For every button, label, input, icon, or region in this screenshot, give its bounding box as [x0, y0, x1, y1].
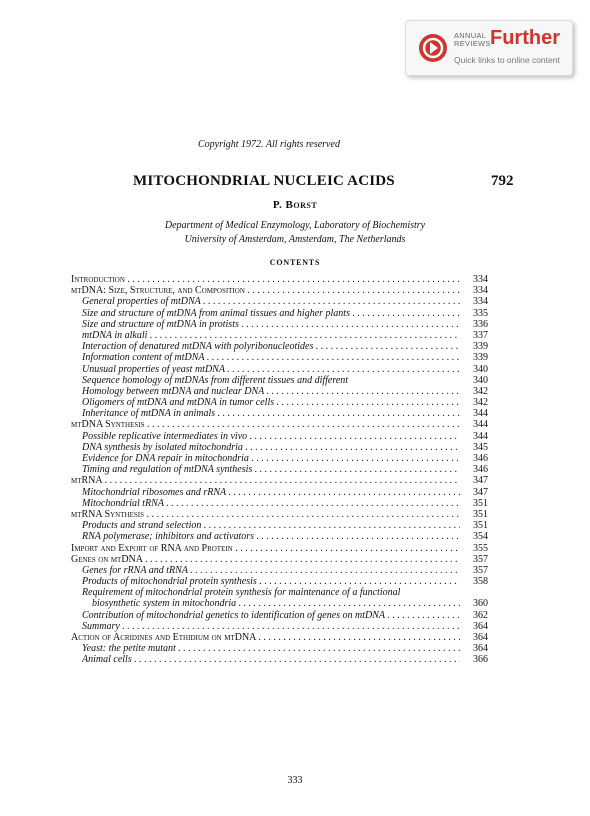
badge-annual-reviews-text — [454, 32, 491, 48]
toc-page-number: 357 — [473, 564, 488, 576]
toc-entry-title: Sequence homology of mtDNAs from different tissues and different — [82, 374, 349, 386]
toc-entry-title: Genes on mtDNA . . . — [71, 554, 460, 565]
toc-page-number: 337 — [473, 329, 488, 341]
toc-page-number: 344 — [473, 408, 488, 420]
toc-row[interactable] — [71, 632, 488, 643]
toc-page-number: 354 — [473, 531, 488, 543]
toc-page-number: 342 — [473, 385, 488, 397]
badge-further: Further — [490, 27, 560, 49]
toc-page-number: 339 — [473, 341, 488, 353]
toc-entry-title: mtRNA Synthesis . . . — [71, 509, 460, 520]
toc-entry-title: Timing and regulation of mtDNA synthesis . . . — [71, 464, 460, 475]
toc-page-number: 358 — [473, 576, 488, 588]
affiliation-line-1: Department of Medical Enzymology, Laboratory of Biochemistry — [164, 220, 426, 231]
toc-page-number: 357 — [473, 553, 488, 565]
toc-row[interactable] — [71, 576, 488, 587]
toc-page-number: 351 — [473, 508, 488, 520]
toc-entry-title: Yeast: the petite mutant . . . — [71, 643, 460, 654]
toc-entry-title: Inheritance of mtDNA in animals . . . — [71, 408, 460, 419]
toc-page-number: 342 — [473, 397, 488, 409]
toc-entry-title: Evidence for DNA repair in mitochondria . . . — [71, 453, 460, 464]
toc-row[interactable] — [71, 386, 488, 397]
affiliation-line-2: University of Amsterdam, Amsterdam, The Netherlands — [184, 233, 406, 245]
toc-entry-title: Mitochondrial tRNA . . . — [71, 498, 460, 509]
toc-page-number: 335 — [473, 307, 488, 319]
toc-entry-title: Introduction . . . — [71, 274, 460, 285]
toc-row[interactable] — [71, 509, 488, 520]
badge-subtitle: Quick links to online content — [454, 55, 560, 65]
toc-entry-title: mtRNA . . . — [71, 475, 460, 486]
toc-entry-title: Genes for rRNA and tRNA . . . — [71, 565, 460, 576]
header-page-number: 792 — [491, 173, 514, 189]
toc-entry-line-1: Requirement of mitochondrial protein synthesis for maintenance of a functional — [82, 587, 401, 599]
toc-row[interactable] — [71, 487, 488, 498]
toc-page-number: 336 — [473, 318, 488, 330]
toc-entry-title: General properties of mtDNA . . . — [71, 296, 460, 307]
annual-reviews-further-badge[interactable] — [405, 20, 573, 76]
toc-entry-title: mtDNA: Size, Structure, and Composition . . . — [71, 285, 460, 296]
toc-row[interactable] — [71, 296, 488, 307]
toc-entry-title: Oligomers of mtDNA and mtDNA in tumor cells . . . — [71, 397, 460, 408]
toc-row[interactable] — [71, 431, 488, 442]
toc-row[interactable] — [71, 375, 488, 386]
toc-page-number: 355 — [473, 542, 488, 554]
toc-page-number: 334 — [473, 296, 488, 308]
toc-page-number: 334 — [473, 285, 488, 297]
toc-page-number: 344 — [473, 419, 488, 431]
toc-page-number: 364 — [473, 643, 488, 655]
toc-row[interactable] — [71, 565, 488, 576]
toc-entry-line-2: biosynthetic system in mitochondria . . . — [82, 598, 460, 609]
toc-row[interactable] — [71, 610, 488, 621]
copyright-line: Copyright 1972. All rights reserved — [198, 139, 340, 150]
toc-row[interactable] — [71, 531, 488, 542]
toc-entry-title: Products and strand selection . . . — [71, 520, 460, 531]
toc-page-number: 344 — [473, 430, 488, 442]
footer-page-number: 333 — [287, 775, 303, 786]
toc-page-number: 346 — [473, 464, 488, 476]
toc-row[interactable] — [71, 453, 488, 464]
toc-row[interactable] — [71, 498, 488, 509]
toc-entry-title: DNA synthesis by isolated mitochondria . . . — [71, 442, 460, 453]
toc-entry-title: Contribution of mitochondrial genetics to identification of genes on mtDNA . . . — [71, 610, 460, 621]
toc-entry-title — [71, 587, 460, 609]
toc-entry-title: Action of Acridines and Ethidium on mtDNA . . . — [71, 632, 460, 643]
toc-entry-title: Animal cells . . . — [71, 654, 460, 665]
toc-page-number: 351 — [473, 520, 488, 532]
toc-row[interactable] — [71, 643, 488, 654]
toc-page-number: 366 — [473, 654, 488, 666]
author-name: P. Borst — [272, 199, 318, 211]
toc-entry-title: RNA polymerase; inhibitors and activators . . . — [71, 531, 460, 542]
toc-row[interactable] — [71, 341, 488, 352]
toc-row[interactable] — [71, 285, 488, 296]
toc-page-number: 360 — [473, 598, 488, 610]
toc-page-number: 364 — [473, 620, 488, 632]
toc-entry-title: mtDNA Synthesis . . . — [71, 419, 460, 430]
toc-row[interactable] — [71, 654, 488, 665]
article-title: MITOCHONDRIAL NUCLEIC ACIDS — [133, 173, 395, 189]
toc-page-number: 347 — [473, 486, 488, 498]
toc-entry-title: Size and structure of mtDNA in protists . . . — [71, 319, 460, 330]
toc-row[interactable] — [71, 442, 488, 453]
badge-annual: ANNUAL — [454, 31, 487, 40]
toc-entry-title: Unusual properties of yeast mtDNA . . . — [71, 364, 460, 375]
toc-page-number: 334 — [473, 274, 488, 285]
toc-row[interactable] — [71, 364, 488, 375]
toc-entry-title: Interaction of denatured mtDNA with polyribonucleotides . . . — [71, 341, 460, 352]
toc-entry-title: Information content of mtDNA . . . — [71, 352, 460, 363]
toc-entry-title: Summary . . . — [71, 621, 460, 632]
badge-reviews: REVIEWS — [454, 39, 491, 48]
toc-entry-title: Import and Export of RNA and Protein . . . — [71, 543, 460, 554]
toc-entry-title: Mitochondrial ribosomes and rRNA . . . — [71, 487, 460, 498]
toc-page-number: 362 — [473, 609, 488, 621]
toc-row[interactable] — [71, 520, 488, 531]
affiliation — [0, 219, 590, 246]
toc-row[interactable] — [71, 475, 488, 486]
toc-page-number: 364 — [473, 632, 488, 644]
toc-row[interactable] — [71, 408, 488, 419]
toc-row[interactable] — [71, 308, 488, 319]
toc-row[interactable] — [71, 274, 488, 285]
contents-heading: CONTENTS — [269, 258, 321, 267]
toc-page-number: 347 — [473, 475, 488, 487]
toc-page-number: 351 — [473, 497, 488, 509]
toc-page-number: 340 — [473, 374, 488, 386]
toc-row[interactable] — [71, 419, 488, 430]
toc-entry-title: Homology between mtDNA and nuclear DNA . . . — [71, 386, 460, 397]
toc-entry-title: Size and structure of mtDNA from animal tissues and higher plants . . . — [71, 308, 460, 319]
toc-row[interactable] — [71, 319, 488, 330]
toc-row[interactable] — [71, 554, 488, 565]
toc-row[interactable] — [71, 543, 488, 554]
table-of-contents — [71, 274, 488, 666]
toc-row[interactable] — [71, 621, 488, 632]
toc-row[interactable] — [71, 397, 488, 408]
toc-page-number: 345 — [473, 441, 488, 453]
toc-page-number: 339 — [473, 352, 488, 364]
toc-entry-title: mtDNA in alkali . . . — [71, 330, 460, 341]
toc-row[interactable] — [71, 330, 488, 341]
toc-row[interactable] — [71, 352, 488, 363]
toc-entry-title: Products of mitochondrial protein synthesis . . . — [71, 576, 460, 587]
toc-entry-title: Possible replicative intermediates in vivo . . . — [71, 431, 460, 442]
toc-row[interactable] — [71, 464, 488, 475]
toc-row[interactable] — [71, 587, 488, 609]
toc-page-number: 340 — [473, 363, 488, 375]
toc-page-number: 346 — [473, 453, 488, 464]
annual-reviews-logo-icon — [418, 33, 448, 63]
